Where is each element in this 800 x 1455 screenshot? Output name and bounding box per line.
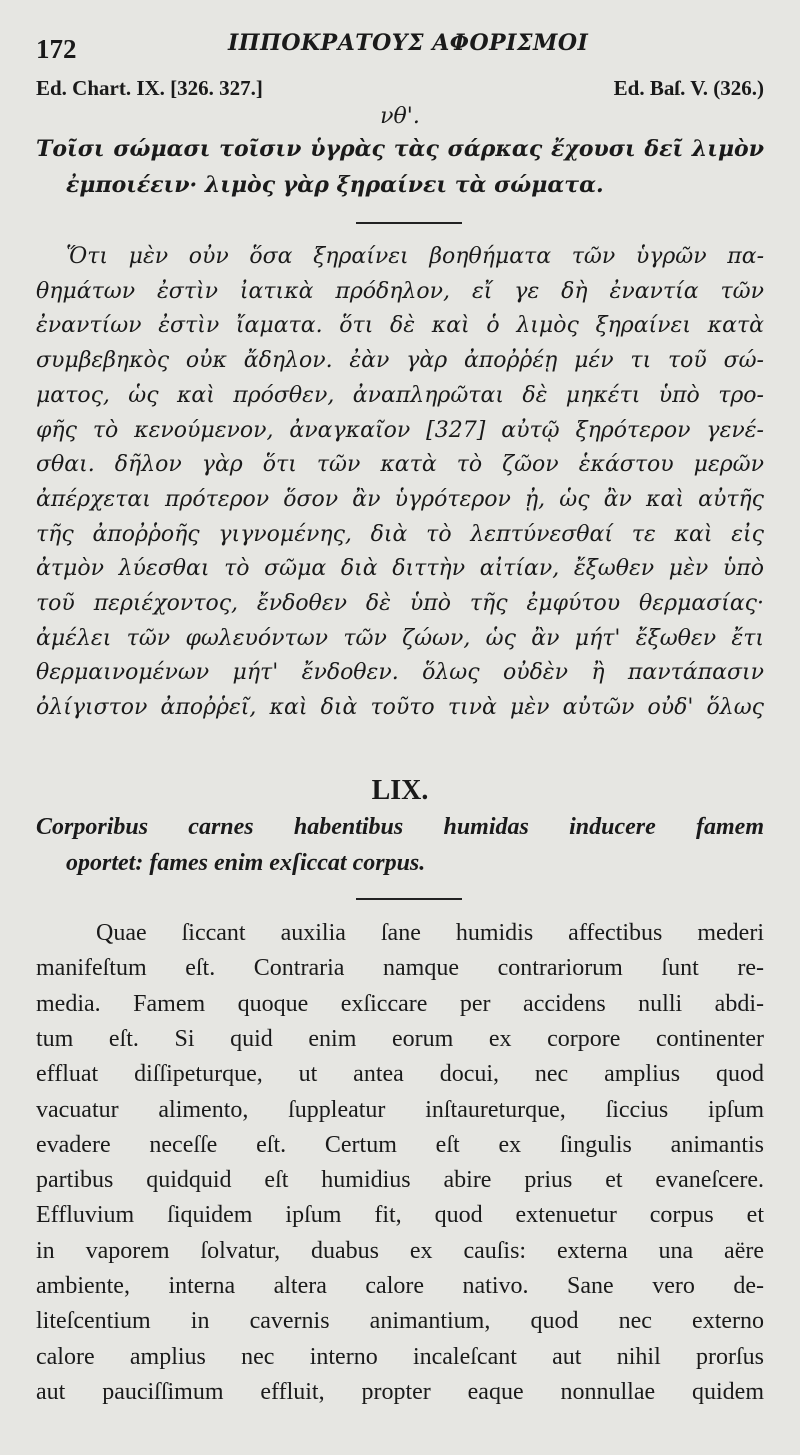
- commentary-line: aut pauciſſimum effluit, propter eaque nonnullae quidem: [36, 1378, 764, 1405]
- commentary-line: ἐναντίων ἐστὶν ἴαματα. ὅτι δὲ καὶ ὁ λιμὸς ξηραίνει κατὰ: [36, 313, 764, 339]
- edition-basel: Ed. Baſ. V. (326.): [613, 76, 764, 100]
- commentary-line: partibus quidquid eſt humidius abire prius et evaneſcere.: [36, 1167, 764, 1194]
- commentary-line: ἀμέλει τῶν φωλευόντων τῶν ζώων, ὡς ἂν μήτ' ἔξωθεν ἔτι: [36, 625, 764, 651]
- commentary-line: ματος, ὡς καὶ πρόσθεν, ἀναπληρῶται δὲ μηκέτι ὑπὸ τρο-: [36, 382, 764, 408]
- commentary-line: συμβεβηκὸς οὐκ ἄδηλον. ἐὰν γὰρ ἀποῤῥέῃ μέν τι τοῦ σώ-: [36, 348, 764, 374]
- commentary-line: Quae ſiccant auxilia ſane humidis affectibus mederi: [96, 920, 764, 946]
- commentary-line: Effluvium ſiquidem ipſum fit, quod extenuetur corpus et: [36, 1202, 764, 1229]
- commentary-line: θερμαινομένων μήτ' ἔνδοθεν. ὅλως οὐδὲν ἢ παντάπασιν: [36, 660, 764, 686]
- commentary-line: media. Famem quoque exſiccare per accidens nulli abdi-: [36, 990, 764, 1017]
- commentary-line: ambiente, interna altera calore nativo. Sane vero de-: [36, 1273, 764, 1299]
- latin-aphorism-line: oportet: fames enim exſiccat corpus.: [66, 850, 426, 876]
- commentary-line: θημάτων ἐστὶν ἰατικὰ πρόδηλον, εἴ γε δὴ ἐναντία τῶν: [36, 278, 764, 304]
- commentary-line: φῆς τὸ κενούμενον, ἀναγκαῖον [327] αὐτῷ ξηρότερον γενέ-: [36, 417, 764, 443]
- commentary-line: σθαι. δῆλον γὰρ ὅτι τῶν κατὰ τὸ ζῶον ἑκάστου μερῶν: [36, 452, 764, 478]
- commentary-line: τῆς ἀποῤῥοῆς γιγνομένης, διὰ τὸ λεπτύνεσθαί τε καὶ εἰς: [36, 521, 764, 547]
- commentary-line: effluat diſſipeturque, ut antea docui, nec amplius quod: [36, 1061, 764, 1088]
- edition-row: [36, 76, 764, 101]
- latin-aphorism-line: Corporibus carnes habentibus humidas inducere famem: [36, 814, 764, 840]
- commentary-line: calore amplius nec interno incaleſcant aut nihil prorſus: [36, 1343, 764, 1370]
- commentary-line: τοῦ περιέχοντος, ἔνδοθεν δὲ ὑπὸ τῆς ἐμφύτου θερμασίας·: [36, 591, 764, 616]
- greek-aphorism-number: νθ'.: [380, 104, 420, 129]
- commentary-line: ἀπέρχεται πρότερον ὅσον ἂν ὑγρότερον ᾖ, ὡς ἂν καὶ αὐτῆς: [36, 486, 764, 512]
- commentary-line: ὀλίγιστον ἀποῤῥεῖ, καὶ διὰ τοῦτο τινὰ μὲν αὐτῶν οὐδ' ὅλως: [36, 695, 764, 721]
- commentary-line: evadere neceſſe eſt. Certum eſt ex ſingulis animantis: [36, 1131, 764, 1158]
- commentary-line: vacuatur alimento, ſuppleatur inſtaureturque, ſiccius ipſum: [36, 1096, 764, 1123]
- commentary-line: tum eſt. Si quid enim eorum ex corpore continenter: [36, 1025, 764, 1052]
- commentary-line: manifeſtum eſt. Contraria namque contrariorum ſunt re-: [36, 955, 764, 982]
- section-divider: [356, 898, 462, 900]
- section-divider: [356, 222, 462, 224]
- commentary-line: in vaporem ſolvatur, duabus ex cauſis: externa una aëre: [36, 1237, 764, 1264]
- commentary-line: Ὅτι μὲν οὖν ὅσα ξηραίνει βοηθήματα τῶν ὑγρῶν πα-: [66, 244, 764, 269]
- edition-chartier: Ed. Chart. IX. [326. 327.]: [36, 76, 263, 100]
- greek-aphorism-line: ἐμποιέειν· λιμὸς γὰρ ξηραίνει τὰ σώματα.: [66, 172, 604, 198]
- commentary-line: liteſcentium in cavernis animantium, quod nec externo: [36, 1308, 764, 1335]
- greek-aphorism-line: Τοῖσι σώμασι τοῖσιν ὑγρὰς τὰς σάρκας ἔχουσι δεῖ λιμὸν: [36, 136, 764, 162]
- page-number: 172: [36, 34, 77, 64]
- running-title: ΙΠΠΟΚΡΑΤΟΥΣ ΑΦΟΡΙΣΜΟΙ: [228, 30, 589, 56]
- commentary-line: ἀτμὸν λύεσθαι τὸ σῶμα διὰ διττὴν αἰτίαν, ἔξωθεν μὲν ὑπὸ: [36, 556, 764, 582]
- latin-aphorism-number: LIX.: [371, 775, 429, 806]
